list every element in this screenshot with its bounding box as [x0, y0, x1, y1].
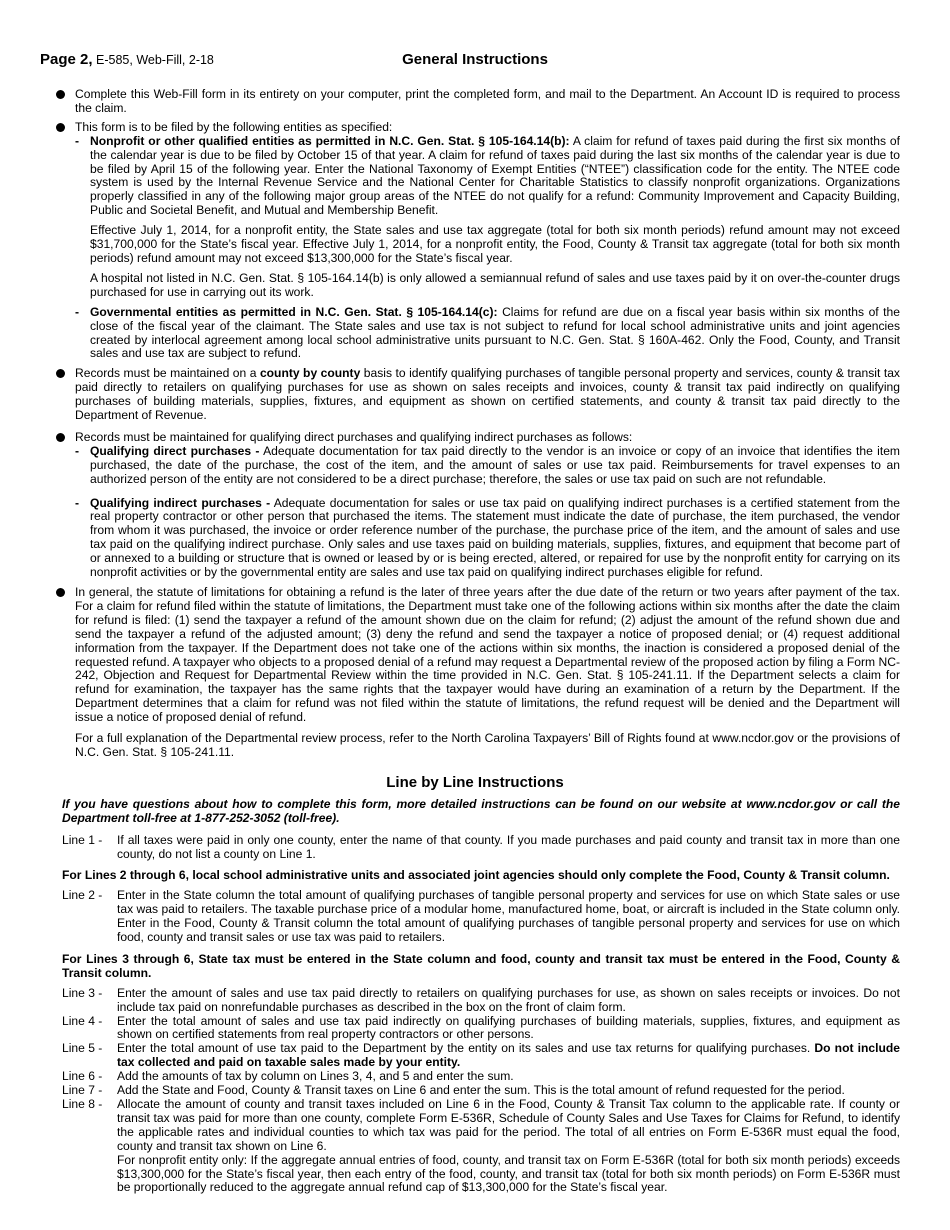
- bullet-statute-limitations: [0, 586, 950, 760]
- bullet-dot: [56, 90, 65, 99]
- dash-marker: -: [75, 304, 80, 319]
- line-label: Line 4 -: [62, 1013, 103, 1028]
- bullet-entities: [0, 121, 950, 362]
- bullet-records-purchases: [0, 431, 950, 580]
- sub-nonprofit: [75, 135, 900, 218]
- line-text: Enter the amount of sales and use tax paid directly to retailers on qualifying purchases for use, as shown on sales receipts or invoices. Do not include tax paid on nonrefundable purchases as described in the box on the front of claim form.: [117, 985, 900, 1014]
- line-label: Line 8 -: [62, 1097, 103, 1111]
- line-text: Enter in the State column the total amount of qualifying purchases of tangible personal property and services for use on which State sales or use tax was paid to retailers. The taxable purchase price of a modular home, manufactured home, boat, or aircraft is included in the State column only. Enter in the Food, County & Transit column the total amount of qualifying purchases of tangible personal property and services for use on which food, county and transit sales or use tax was paid to retailers.: [117, 888, 900, 945]
- line-5-bold-text: Do not include tax collected and paid on taxable sales made by your entity.: [117, 1041, 900, 1070]
- line-text: Add the State and Food, County & Transit taxes on Line 6 and enter the sum. This is the total amount of refund requested for the period.: [117, 1083, 845, 1098]
- line-8-instruction: [0, 1098, 950, 1195]
- dash-marker: -: [75, 133, 80, 148]
- line-4-instruction: [0, 1015, 950, 1043]
- page-header: [40, 53, 910, 73]
- bullet-text: This form is to be filed by the following entities as specified:: [75, 119, 393, 134]
- line-7-instruction: [0, 1084, 950, 1098]
- bullet-text: In general, the statute of limitations for obtaining a refund is the later of three years after the due date of the return or two years after payment of the tax. For a claim for refund filed within the statute of limitations, the Department must take one of the following actions within six months after the date the claim for refund is filed: (1) send the taxpayer a refund of the amount shown due on the claim for refund; (2) adjust the amount of the refund shown due and send the taxpayer a refund of the adjusted amount; (3) deny the refund and send the taxpayer a notice of proposed denial; or (4) request additional information from the taxpayer. If the Department does not take one of the actions within six months, the inaction is considered a proposed denial of the requested refund. A taxpayer who objects to a proposed denial of a refund may request a Departmental review of the proposed action by filing a Form NC-242, Objection and Request for Departmental Review within the time provided in N.C. Gen. Stat. § 105-241.11. If the Department selects a claim for refund for examination, the taxpayer has the same rights that the taxpayer would have during an examination of a return by the Department. If the Department determines that a claim for refund was not filed within the statute of limitations, the refund request will be denied and the Department will issue a notice of proposed denial of refund.: [75, 585, 900, 725]
- questions-note: If you have questions about how to complete this form, more detailed instructions can be found on our website at www.ncdor.gov or call the Department toll-free at 1-877-252-3052 (toll-free).: [62, 796, 900, 825]
- bullet-dot: [56, 433, 65, 442]
- line-5-instruction: [0, 1042, 950, 1070]
- line-text: If all taxes were paid in only one county, enter the name of that county. If you made purchases and paid county and transit tax in more than one county, do not list a county on Line 1.: [117, 832, 900, 861]
- sub-governmental: [75, 306, 900, 362]
- line-text: Add the amounts of tax by column on Lines 3, 4, and 5 and enter the sum.: [117, 1069, 514, 1084]
- line-label: Line 3 -: [62, 985, 103, 1000]
- bullet-text: Records must be maintained for qualifying direct purchases and qualifying indirect purchases as follows:: [75, 429, 633, 444]
- bullet-dot: [56, 588, 65, 597]
- dash-marker: -: [75, 443, 80, 458]
- line-1-instruction: [0, 834, 950, 862]
- governmental-text: Claims for refund are due on a fiscal year basis within six months of the close of the fiscal year of the claimant. The State sales and use tax is not subject to refund for local school administrative units and joint agencies created by interlocal agreement among local school administrative units pursuant to N.C. Gen. Stat. § 160A-462. Only the Food, County, and Transit sales and use tax are subject to refund.: [90, 304, 900, 361]
- instructions-body: [0, 88, 950, 1195]
- direct-heading: Qualifying direct purchases -: [90, 443, 260, 458]
- line-text: Allocate the amount of county and transit taxes included on Line 6 in the Food, County & Transit Tax column to the applicable rate. If county or transit tax was paid for more than one county, complete Form E-536R, Schedule of County Sales and Use Taxes for Claims for Refund, to identify the applicable rates and individual counties to which tax was paid for the period. The total of all entries on Form E-536R must equal the food, county and transit tax shown on Line 6.: [117, 1097, 900, 1153]
- line-label: Line 6 -: [62, 1069, 103, 1084]
- review-process-paragraph: For a full explanation of the Departmental review process, refer to the North Carolina Taxpayers’ Bill of Rights found at www.ncdor.gov or the provisions of N.C. Gen. Stat. § 105-241.11.: [75, 731, 900, 759]
- line-3-instruction: [0, 987, 950, 1015]
- line-text: Enter the total amount of use tax paid to the Department by the entity on its sales and use tax returns for qualifying purchases.: [117, 1041, 811, 1056]
- sub-direct-purchases: [75, 445, 900, 487]
- indirect-heading: Qualifying indirect purchases -: [90, 495, 271, 510]
- dash-marker: -: [75, 495, 80, 510]
- indirect-text: Adequate documentation for sales or use tax paid on qualifying indirect purchases is a certified statement from the real property contractor or other person that purchased the items. The statement must indicate the date of purchase, the item purchased, the vendor from whom it was purchased, the invoice or order reference number of the purchase, the purchase price of the item, and the amount of sales and use tax paid on the qualifying indirect purchase. Only sales and use taxes paid on building materials, supplies, fixtures, and equipment that become part of or annexed to a building or structure that is owned or leased by or is being erected, altered, or repaired for use by the nonprofit entity for carrying on its nonprofit activities or by the governmental entity are sales and use tax paid on qualifying indirect purchases eligible for refund.: [90, 495, 900, 580]
- page-title: General Instructions: [402, 51, 548, 68]
- line-text: Enter the total amount of sales and use tax paid indirectly on qualifying purchases of building materials, supplies, fixtures, and equipment as shown on certified statements from real property contractors or other persons.: [117, 1013, 900, 1042]
- section-title-line-by-line: Line by Line Instructions: [386, 773, 564, 791]
- lines-2-6-note: For Lines 2 through 6, local school administrative units and associated joint agencies should only complete the Food, County & Transit column.: [62, 868, 890, 883]
- line-label: Line 7 -: [62, 1083, 103, 1098]
- line-6-instruction: [0, 1070, 950, 1084]
- bullet-text: Complete this Web-Fill form in its entirety on your computer, print the completed form, and mail to the Department. An Account ID is required to process the claim.: [75, 87, 900, 115]
- bullet-dot: [56, 369, 65, 378]
- nonprofit-cap-paragraph: Effective July 1, 2014, for a nonprofit entity, the State sales and use tax aggregate (total for both six month periods) refund amount may not exceed $31,700,000 for the State’s fiscal year. Effective July 1, 2014, for a nonprofit entity, the Food, County & Transit tax aggregate (total for both six month periods) refund amount may not exceed $13,300,000 for the State’s fiscal year.: [90, 223, 900, 265]
- line-2-instruction: [0, 889, 950, 945]
- form-info: E-585, Web-Fill, 2-18: [96, 53, 214, 67]
- lines-3-6-note: For Lines 3 through 6, State tax must be entered in the State column and food, county and transit tax must be entered in the Food, County & Transit column.: [62, 951, 900, 980]
- bullet-text: Records must be maintained on a county by county basis to identify qualifying purchases of tangible personal property and services, county & transit tax paid directly to retailers on qualifying purchases for use as shown on sales receipts and invoices, county & transit tax paid indirectly on qualifying purchases of building materials, supplies, fixtures, and equipment as shown on certified statements, and county & transit tax paid directly to the Department of Revenue.: [75, 366, 900, 423]
- line-8-nonprofit-paragraph: For nonprofit entity only: If the aggregate annual entries of food, county, and transit tax on Form E-536R (total for both six month periods) exceeds $13,300,000 for the State’s fiscal year, then each entry of the food, county, and transit tax (total for both six month periods) on Form E-536R must be proportionally reduced to the aggregate annual refund cap of $13,300,000 for the State’s fiscal year.: [117, 1152, 900, 1195]
- line-label: Line 1 -: [62, 832, 103, 847]
- bullet-records-county: [0, 367, 950, 423]
- governmental-heading: Governmental entities as permitted in N.C. Gen. Stat. § 105-164.14(c):: [90, 304, 498, 319]
- line-label: Line 5 -: [62, 1041, 103, 1056]
- bullet-complete-form: [0, 88, 950, 116]
- nonprofit-text: A claim for refund of taxes paid during the first six months of the calendar year is due to be filed by October 15 of that year. A claim for refund of taxes paid during the last six months of the calendar year is due to be filed by April 15 of the following year. Enter the National Taxonomy of Exempt Entities (“NTEE”) classification code for the entity. The NTEE code system is used by the Internal Revenue Service and the National Center for Charitable Statistics to classify nonprofit organizations. Organizations properly classified in any of the following major group areas of the NTEE do not qualify for a refund: Community Improvement and Capacity Building, Public and Societal Benefit, and Mutual and Membership Benefit.: [90, 133, 900, 218]
- direct-text: Adequate documentation for tax paid directly to the vendor is an invoice or copy of an invoice that identifies the item purchased, the date of the purchase, the cost of the item, and the amount of sales or use tax paid. Reimbursements for travel expenses to an authorized person of the entity are not considered to be a direct purchase; therefore, the sales or use tax paid on such are not refundable.: [90, 443, 900, 486]
- page-number: Page 2,: [40, 51, 93, 68]
- hospital-paragraph: A hospital not listed in N.C. Gen. Stat. § 105-164.14(b) is only allowed a semiannual refund of sales and use taxes paid by it on over-the-counter drugs purchased for use in carrying out its work.: [90, 270, 900, 299]
- bullet-dot: [56, 123, 65, 132]
- sub-indirect-purchases: [75, 497, 900, 580]
- line-label: Line 2 -: [62, 888, 103, 903]
- nonprofit-heading: Nonprofit or other qualified entities as permitted in N.C. Gen. Stat. § 105-164.14(b):: [90, 133, 570, 148]
